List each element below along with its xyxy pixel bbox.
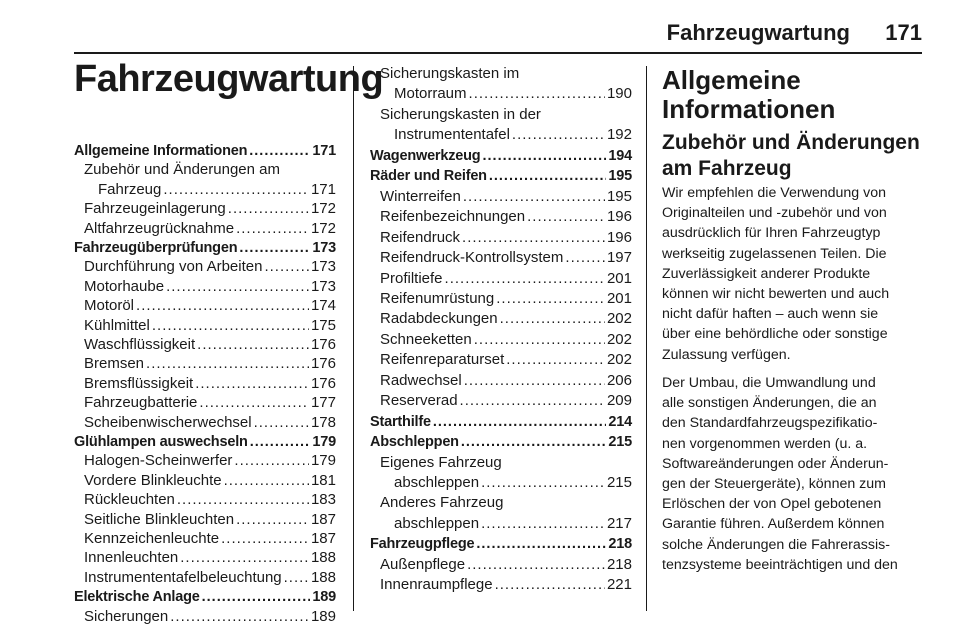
toc-section-entry[interactable] bbox=[370, 412, 632, 432]
toc-section-entry[interactable] bbox=[370, 534, 632, 554]
toc-dot-leader bbox=[228, 199, 309, 219]
toc-entry-title: Reifendruck bbox=[380, 228, 461, 246]
toc-entry-page: 195 bbox=[606, 187, 632, 205]
toc-entry-title: Elektrische Anlage bbox=[74, 589, 200, 606]
toc-entry-title: Vordere Blinkleuchte bbox=[84, 471, 222, 489]
toc-entry-page: 201 bbox=[606, 289, 632, 307]
paragraph-line: Softwareänderungen oder Änderun- bbox=[662, 455, 889, 472]
toc-entry-title: Starthilfe bbox=[370, 413, 431, 430]
toc-entry[interactable] bbox=[370, 575, 632, 595]
chapter-title: Fahrzeugwartung bbox=[74, 58, 384, 100]
subsection-heading-line: Zubehör und Änderungen bbox=[662, 131, 920, 154]
toc-entry-title: abschleppen bbox=[394, 474, 480, 491]
toc-entry-title: Motoröl bbox=[84, 297, 135, 315]
toc-entry-page: 214 bbox=[608, 413, 632, 430]
toc-entry[interactable] bbox=[370, 555, 632, 575]
page-number: 171 bbox=[885, 20, 922, 45]
toc-entry-page: 189 bbox=[312, 589, 336, 606]
toc-entry[interactable] bbox=[370, 391, 632, 411]
toc-entry[interactable] bbox=[370, 473, 632, 493]
toc-entry-page: 206 bbox=[606, 371, 632, 389]
paragraph-line: solche Änderungen die Fahrerassis- bbox=[662, 536, 890, 553]
toc-entry-page: 196 bbox=[606, 228, 632, 246]
toc-entry[interactable] bbox=[74, 374, 336, 394]
toc-dot-leader bbox=[506, 350, 605, 370]
toc-entry-title: Instrumententafel bbox=[394, 126, 510, 144]
toc-dot-leader bbox=[221, 529, 309, 549]
toc-entry-page: 175 bbox=[310, 316, 336, 334]
paragraph-line: über eine behördliche oder sonstige bbox=[662, 326, 888, 343]
toc-dot-leader bbox=[234, 451, 309, 471]
toc-entry[interactable] bbox=[370, 84, 632, 104]
toc-section-entry[interactable] bbox=[370, 166, 632, 186]
subsection-heading-line: am Fahrzeug bbox=[662, 157, 792, 180]
paragraph-line: werkseitig zugelassenen Teilen. Die bbox=[662, 245, 887, 262]
toc-entry-title: Halogen-Scheinwerfer bbox=[84, 452, 233, 470]
toc-section-entry[interactable] bbox=[74, 238, 336, 258]
toc-entry[interactable] bbox=[370, 228, 632, 248]
toc-entry[interactable] bbox=[74, 413, 336, 433]
toc-dot-leader bbox=[136, 296, 309, 316]
paragraph-line: Originalteilen und -zubehör und von bbox=[662, 205, 887, 222]
toc-entry-title: abschleppen bbox=[394, 514, 480, 532]
toc-entry-title: Reifenbezeichnungen bbox=[380, 208, 526, 226]
toc-entry[interactable] bbox=[370, 330, 632, 350]
toc-dot-leader bbox=[433, 412, 607, 432]
paragraph-line: gen der Steuergeräte), können zum bbox=[662, 476, 886, 493]
toc-dot-leader bbox=[495, 575, 605, 595]
toc-dot-leader bbox=[482, 146, 606, 166]
toc-entry-page: 188 bbox=[310, 568, 336, 586]
toc-entry-title: Reifenumrüstung bbox=[380, 289, 495, 307]
toc-section-entry[interactable] bbox=[74, 432, 336, 452]
toc-dot-leader bbox=[496, 289, 605, 309]
toc-entry-text: Zubehör und Änderungen am bbox=[84, 161, 280, 179]
toc-entry-text: Eigenes Fahrzeug bbox=[380, 453, 502, 471]
toc-entry-title: Abschleppen bbox=[370, 434, 459, 451]
toc-entry-title: Radwechsel bbox=[380, 371, 462, 389]
toc-entry-title: Motorraum bbox=[394, 85, 467, 103]
toc-dot-leader bbox=[512, 125, 605, 145]
toc-entry-title: Reserverad bbox=[380, 392, 458, 410]
toc-dot-leader bbox=[469, 84, 605, 104]
toc-entry[interactable] bbox=[74, 257, 336, 277]
toc-entry[interactable] bbox=[74, 568, 336, 588]
paragraph-line: den Standardfahrzeugspezifikatio- bbox=[662, 415, 878, 432]
toc-dot-leader bbox=[462, 228, 605, 248]
toc-section-entry[interactable] bbox=[370, 432, 632, 452]
toc-entry-page: 177 bbox=[310, 394, 336, 412]
toc-section-entry[interactable] bbox=[74, 141, 336, 161]
toc-entry-page: 195 bbox=[608, 168, 632, 185]
toc-dot-leader bbox=[463, 187, 605, 207]
toc-entry-title: Rückleuchten bbox=[84, 491, 175, 509]
toc-entry-title: Fahrzeugeinlagerung bbox=[84, 200, 226, 218]
toc-dot-leader bbox=[481, 514, 605, 534]
toc-entry-page: 173 bbox=[312, 240, 336, 256]
toc-entry-title: Reifenreparaturset bbox=[380, 351, 505, 369]
toc-dot-leader bbox=[170, 607, 309, 627]
toc-entry[interactable] bbox=[370, 350, 632, 370]
toc-entry-page: 209 bbox=[606, 392, 632, 410]
toc-entry[interactable] bbox=[370, 248, 632, 268]
toc-dot-leader bbox=[199, 393, 309, 413]
toc-entry[interactable] bbox=[74, 471, 336, 491]
toc-entry-page: 190 bbox=[606, 85, 632, 103]
toc-dot-leader bbox=[476, 534, 606, 554]
toc-entry[interactable] bbox=[370, 289, 632, 309]
toc-entry[interactable] bbox=[370, 187, 632, 207]
toc-entry[interactable] bbox=[74, 316, 336, 336]
toc-entry-page: 181 bbox=[310, 471, 336, 489]
paragraph-line: nen vorgenommen werden (u. a. bbox=[662, 435, 868, 452]
toc-entry-page: 176 bbox=[310, 374, 336, 392]
toc-dot-leader bbox=[284, 568, 309, 588]
toc-entry-page: 176 bbox=[310, 355, 336, 373]
toc-entry[interactable] bbox=[74, 548, 336, 568]
toc-entry-page: 215 bbox=[606, 474, 632, 491]
toc-entry-text: Sicherungskasten in der bbox=[380, 105, 541, 123]
toc-entry-title: Altfahrzeugrücknahme bbox=[84, 219, 235, 237]
toc-entry[interactable] bbox=[74, 335, 336, 355]
toc-entry-title: Profiltiefe bbox=[380, 269, 443, 287]
toc-entry-title: Innenleuchten bbox=[84, 549, 179, 567]
toc-dot-leader bbox=[166, 277, 309, 297]
toc-entry[interactable] bbox=[74, 607, 336, 627]
toc-dot-leader bbox=[500, 309, 605, 329]
toc-entry-page: 218 bbox=[606, 555, 632, 573]
toc-entry[interactable] bbox=[370, 371, 632, 391]
toc-entry-page: 196 bbox=[606, 208, 632, 226]
toc-dot-leader bbox=[224, 471, 309, 491]
toc-entry-page: 172 bbox=[310, 200, 336, 218]
toc-entry-title: Kühlmittel bbox=[84, 316, 150, 334]
toc-dot-leader bbox=[460, 391, 605, 411]
toc-entry[interactable] bbox=[74, 199, 336, 219]
toc-entry-title: Bremsflüssigkeit bbox=[84, 374, 194, 392]
header-rule bbox=[74, 52, 922, 54]
toc-entry[interactable] bbox=[370, 269, 632, 289]
toc-entry-page: 187 bbox=[310, 530, 336, 547]
toc-entry-title: Bremsen bbox=[84, 355, 145, 373]
toc-entry-page: 192 bbox=[606, 126, 632, 144]
toc-entry-title: Räder und Reifen bbox=[370, 168, 487, 185]
toc-entry-title: Instrumententafelbeleuchtung bbox=[84, 568, 282, 586]
toc-dot-leader bbox=[264, 257, 309, 277]
toc-entry-page: 179 bbox=[312, 434, 336, 450]
paragraph-line: nicht dafür haften – auch wenn sie bbox=[662, 306, 879, 323]
toc-entry-title: Fahrzeug bbox=[98, 180, 162, 198]
toc-entry-title: Fahrzeugüberprüfungen bbox=[74, 240, 238, 256]
toc-entry-title: Durchführung von Arbeiten bbox=[84, 258, 263, 276]
toc-entry-title: Seitliche Blinkleuchten bbox=[84, 510, 235, 528]
toc-dot-leader bbox=[177, 490, 309, 510]
toc-entry-title: Wagenwerkzeug bbox=[370, 147, 481, 164]
column-divider-2 bbox=[646, 66, 647, 611]
paragraph-1 bbox=[662, 183, 924, 365]
toc-entry-title: Scheibenwischerwechsel bbox=[84, 413, 252, 431]
toc-dot-leader bbox=[250, 432, 311, 452]
toc-entry[interactable] bbox=[74, 490, 336, 510]
toc-entry-text: Anderes Fahrzeug bbox=[380, 494, 504, 512]
toc-entry-page: 172 bbox=[310, 219, 336, 237]
toc-dot-leader bbox=[146, 354, 309, 374]
section-heading-line: Allgemeine bbox=[662, 65, 801, 95]
toc-entry-title: Außenpflege bbox=[380, 555, 466, 573]
paragraph-line: tenzsysteme beeinträchtigen und den bbox=[662, 556, 898, 573]
running-header-chapter: Fahrzeugwartung bbox=[666, 20, 850, 45]
toc-entry[interactable] bbox=[74, 219, 336, 239]
toc-entry[interactable] bbox=[74, 510, 336, 530]
toc-entry-page: 197 bbox=[606, 249, 632, 267]
column-divider-1 bbox=[353, 66, 354, 611]
toc-entry[interactable] bbox=[74, 529, 336, 549]
paragraph-line: Garantie führen. Außerdem können bbox=[662, 516, 885, 533]
toc-dot-leader bbox=[249, 141, 310, 161]
toc-entry-page: 217 bbox=[606, 514, 632, 532]
subsection-heading bbox=[662, 130, 920, 182]
toc-dot-leader bbox=[467, 555, 605, 575]
toc-entry-page: 218 bbox=[608, 536, 632, 553]
toc-entry-title: Reifendruck-Kontrollsystem bbox=[380, 249, 564, 267]
toc-dot-leader bbox=[152, 316, 309, 336]
toc-entry-page: 201 bbox=[606, 269, 632, 287]
toc-entry-page: 202 bbox=[606, 351, 632, 369]
paragraph-line: alle sonstigen Änderungen, die an bbox=[662, 395, 877, 412]
toc-dot-leader bbox=[236, 219, 309, 239]
toc-entry-title: Waschflüssigkeit bbox=[84, 336, 196, 353]
toc-entry-title: Sicherungen bbox=[84, 607, 169, 625]
toc-entry-page: 215 bbox=[608, 434, 632, 451]
toc-entry-text: Sicherungskasten im bbox=[380, 65, 520, 82]
toc-entry-page: 174 bbox=[310, 297, 336, 315]
toc-dot-leader bbox=[527, 207, 605, 227]
toc-dot-leader bbox=[565, 248, 605, 268]
toc-entry[interactable] bbox=[370, 309, 632, 329]
toc-entry-page: 187 bbox=[310, 510, 336, 528]
toc-entry-title: Schneeketten bbox=[380, 330, 472, 348]
toc-entry-page: 171 bbox=[312, 143, 336, 159]
toc-entry-page: 221 bbox=[606, 576, 632, 594]
toc-dot-leader bbox=[464, 371, 605, 391]
toc-dot-leader bbox=[239, 238, 310, 258]
paragraph-line: Der Umbau, die Umwandlung und bbox=[662, 375, 876, 391]
toc-entry-title: Allgemeine Informationen bbox=[74, 143, 248, 159]
toc-entry-page: 176 bbox=[310, 336, 336, 353]
toc-dot-leader bbox=[254, 413, 309, 433]
section-heading-line: Informationen bbox=[662, 94, 836, 124]
toc-entry-page: 189 bbox=[310, 607, 336, 625]
toc-section-entry[interactable] bbox=[370, 146, 632, 166]
toc-dot-leader bbox=[489, 166, 607, 186]
toc-entry[interactable] bbox=[74, 296, 336, 316]
toc-entry-page: 188 bbox=[310, 549, 336, 567]
paragraph-line: Wir empfehlen die Verwendung von bbox=[662, 185, 886, 201]
toc-entry-title: Radabdeckungen bbox=[380, 310, 498, 328]
toc-entry-title: Innenraumpflege bbox=[380, 576, 493, 594]
paragraph-line: ausdrücklich für Ihren Fahrzeugtyp bbox=[662, 225, 881, 242]
toc-entry-page: 171 bbox=[310, 180, 336, 198]
paragraph-2 bbox=[662, 373, 924, 575]
toc-entry-page: 178 bbox=[310, 413, 336, 431]
toc-entry-page: 173 bbox=[310, 277, 336, 295]
toc-dot-leader bbox=[163, 180, 309, 200]
toc-dot-leader bbox=[461, 432, 607, 452]
toc-entry[interactable] bbox=[74, 354, 336, 374]
toc-dot-leader bbox=[195, 374, 309, 394]
toc-entry-title: Fahrzeugbatterie bbox=[84, 394, 198, 412]
toc-dot-leader bbox=[481, 473, 605, 493]
toc-dot-leader bbox=[474, 330, 605, 350]
toc-entry-page: 194 bbox=[608, 147, 632, 164]
toc-entry-title: Motorhaube bbox=[84, 277, 165, 295]
toc-dot-leader bbox=[445, 269, 605, 289]
toc-entry-title: Winterreifen bbox=[380, 187, 461, 205]
toc-entry[interactable] bbox=[370, 514, 632, 534]
toc-dot-leader bbox=[197, 335, 309, 355]
toc-entry-page: 202 bbox=[606, 330, 632, 348]
paragraph-line: können wir nicht bewerten und auch bbox=[662, 286, 890, 303]
toc-entry-page: 183 bbox=[310, 491, 336, 509]
paragraph-line: Zulassung verfügen. bbox=[662, 346, 791, 363]
toc-entry[interactable] bbox=[370, 207, 632, 227]
toc-entry-page: 202 bbox=[606, 310, 632, 328]
toc-dot-leader bbox=[202, 587, 311, 607]
section-heading bbox=[662, 66, 835, 124]
toc-entry[interactable] bbox=[370, 125, 632, 145]
toc-dot-leader bbox=[180, 548, 309, 568]
toc-entry[interactable] bbox=[74, 180, 336, 200]
toc-entry[interactable] bbox=[74, 393, 336, 413]
toc-entry[interactable] bbox=[74, 277, 336, 297]
paragraph-line: Zuverlässigkeit anderer Produkte bbox=[662, 265, 871, 282]
toc-entry-page: 173 bbox=[310, 258, 336, 276]
toc-section-entry[interactable] bbox=[74, 587, 336, 607]
toc-entry-title: Fahrzeugpflege bbox=[370, 536, 475, 553]
toc-entry-title: Glühlampen auswechseln bbox=[74, 434, 248, 450]
toc-entry-page: 179 bbox=[310, 452, 336, 470]
paragraph-line: Erlöschen der von Opel gebotenen bbox=[662, 496, 882, 513]
toc-dot-leader bbox=[236, 510, 309, 530]
toc-entry[interactable] bbox=[74, 451, 336, 471]
toc-entry-title: Kennzeichenleuchte bbox=[84, 530, 220, 547]
